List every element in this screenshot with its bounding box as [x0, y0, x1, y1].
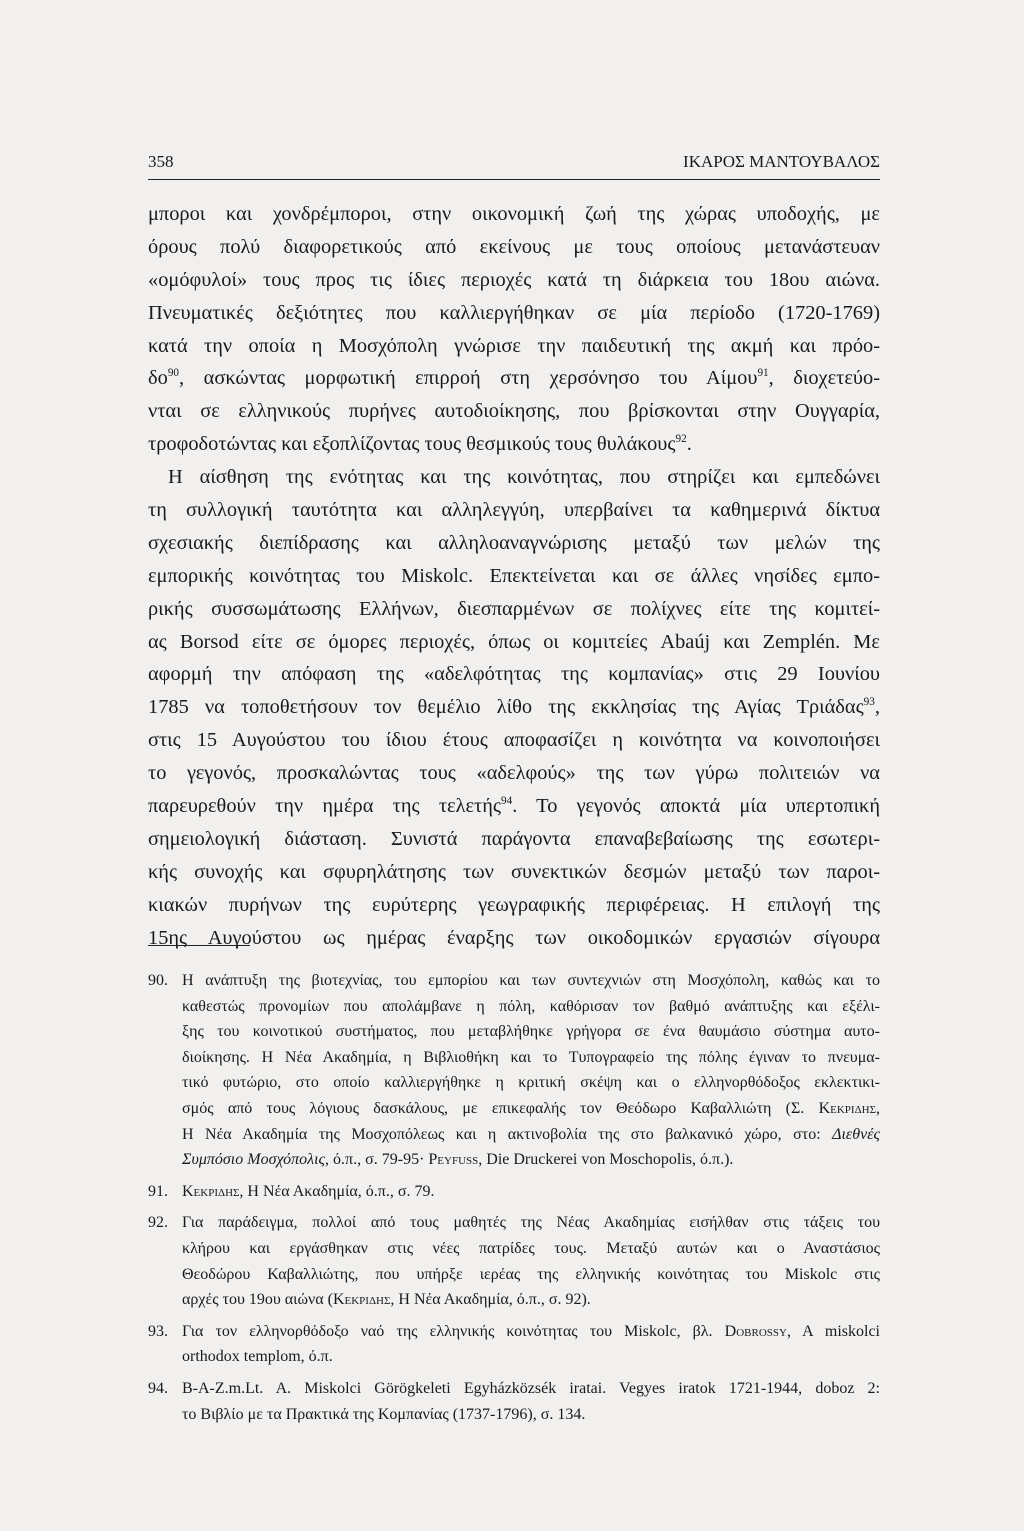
- text-line: το γεγονός, προσκαλώντας τους «αδελφούς» της των γύρω πολιτειών να: [148, 762, 880, 785]
- footnote-text: [182, 1376, 880, 1427]
- footnote-ref-91[interactable]: 91: [757, 367, 769, 380]
- footnote-93: [148, 1319, 880, 1370]
- text-line: νται σε ελληνικούς πυρήνες αυτοδιοίκησης, που βρίσκονται στην Ουγγαρία,: [148, 400, 880, 423]
- text-line: B-A-Z.m.Lt. A. Miskolci Görögkeleti Egyházközsék iratai. Vegyes iratok 1721-1944, doboz 2:: [182, 1379, 880, 1397]
- text-line: Θεοδώρου Καβαλλιώτης, που υπήρξε ιερέας της ελληνικής κοινότητας του Miskolc στις: [182, 1265, 880, 1283]
- text-line: Η αίσθηση της ενότητας και της κοινότητας, που στηρίζει και εμπεδώνει: [168, 466, 880, 489]
- footnote-number: 93.: [148, 1322, 168, 1340]
- text-line: orthodox templom, ό.π.: [182, 1348, 333, 1366]
- text-line: ξης του κοινοτικού συστήματος, που μεταβλήθηκε γρήγορα σε ένα θαυμάσιο σύστημα αυτο-: [182, 1023, 880, 1041]
- text-run: , διοχετεύο-: [768, 367, 881, 390]
- text-run: 1785 να τοποθετήσουν τον θεμέλιο λίθο της εκκλησίας της Αγίας Τριάδας: [148, 696, 864, 719]
- footnote-rule: [148, 945, 250, 946]
- text-line: σχεσιακής διεπίδρασης και αλληλοαναγνώρισης μεταξύ των μελών της: [148, 531, 880, 554]
- main-text: [148, 198, 880, 954]
- text-line: διοίκησης. Η Νέα Ακαδημία, η Βιβλιοθήκη και το Τυπογραφείο της πόλης έγιναν το πνευμα-: [182, 1048, 880, 1066]
- footnote-ref-94[interactable]: 94: [500, 795, 513, 808]
- text-line: [148, 362, 880, 395]
- footnote-92: [148, 1210, 880, 1312]
- running-header: [148, 152, 880, 172]
- author-name: Κεκριδης: [818, 1099, 876, 1117]
- author-name: Peyfuss: [428, 1151, 479, 1169]
- text-line: εμπορικής κοινότητας του Miskolc. Επεκτείνεται και σε άλλες νησίδες εμπο-: [148, 564, 880, 587]
- text-line: Η ανάπτυξη της βιοτεχνίας, του εμπορίου και των συντεχνιών στη Μοσχόπολη, καθώς και το: [182, 972, 880, 989]
- paragraph-1: [148, 198, 880, 461]
- text-line: Πνευματικές δεξιότητες που καλλιεργήθηκαν σε μία περίοδο (1720-1769): [148, 301, 880, 324]
- text-line: ρικής συσσωμάτωσης Ελλήνων, διεσπαρμένων σε πολίχνες είτε της κομιτεί-: [148, 597, 880, 620]
- text-line: όρους πολύ διαφορετικούς από εκείνους με τους οποίους μετανάστευαν: [148, 235, 880, 258]
- running-title: ΙΚΑΡΟΣ ΜΑΝΤΟΥΒΑΛΟΣ: [683, 152, 880, 171]
- text-run: Για τον ελληνορθόδοξο ναό της ελληνικής κοινότητας του Miskolc, βλ.: [182, 1322, 725, 1340]
- text-run: . Το γεγονός αποκτά μία υπερτοπική: [512, 795, 880, 818]
- page-number: 358: [148, 152, 174, 171]
- text-line: [148, 691, 880, 724]
- text-run: τροφοδοτώντας και εξοπλίζοντας τους θεσμικούς τους θυλάκους: [148, 433, 676, 456]
- footnote-text: [182, 1319, 880, 1370]
- text-run: , Die Druckerei von Moschopolis, ό.π.).: [478, 1151, 734, 1169]
- text-run: , Η Νέα Ακαδημία, ό.π., σ. 79.: [239, 1182, 435, 1200]
- text-line: [182, 1147, 880, 1173]
- book-title: Συμπόσιο Μοσχόπολις: [182, 1151, 326, 1169]
- text-run: αρχές του 19ου αιώνα (: [182, 1291, 333, 1309]
- text-line: [148, 790, 880, 823]
- text-line: [182, 1319, 880, 1345]
- text-line: «ομόφυλοί» τους προς τις ίδιες περιοχές κατά τη διάρκεια του 18ου αιώνα.: [148, 268, 880, 291]
- author-name: Κεκριδης: [332, 1291, 391, 1309]
- author-name: Κεκριδης: [182, 1182, 240, 1200]
- text-line: τικό φυτώριο, στο οποίο καλλιεργήθηκε η κριτική σκέψη και ο ελληνορθόδοξος εκλεκτικι-: [182, 1074, 880, 1092]
- text-run: παρευρεθούν την ημέρα της τελετής: [148, 795, 501, 818]
- text-line: μποροι και χονδρέμποροι, στην οικονομική ζωή της χώρας υποδοχής, με: [148, 203, 880, 225]
- footnotes: [148, 968, 880, 1433]
- text-run: , A miskolci: [786, 1322, 880, 1340]
- text-line: [182, 1287, 880, 1313]
- text-line: [182, 1179, 880, 1205]
- footnote-number: 92.: [148, 1214, 168, 1232]
- footnote-91: [148, 1179, 880, 1205]
- text-line: κλήρου και εργάσθηκαν στις νέες πατρίδες τους. Μεταξύ αυτών και ο Αναστάσιος: [182, 1239, 880, 1257]
- footnote-ref-92[interactable]: 92: [675, 433, 687, 446]
- text-run: δο: [148, 367, 168, 390]
- text-run: Η Νέα Ακαδημία της Μοσχοπόλεως και η ακτινοβολία της στο βαλκανικό χώρο, στο:: [182, 1125, 833, 1143]
- book-title: Διεθνές: [832, 1125, 880, 1143]
- text-run: , Η Νέα Ακαδημία, ό.π., σ. 92).: [390, 1291, 591, 1309]
- footnote-ref-90[interactable]: 90: [167, 367, 180, 380]
- text-line: 15ης Αυγούστου ως ημέρας έναρξης των οικοδομικών εργασιών σίγουρα: [148, 926, 880, 949]
- text-run: , ό.π., σ. 79-95·: [325, 1151, 429, 1169]
- text-line: ας Borsod είτε σε όμορες περιοχές, όπως οι κομιτείες Abaúj και Zemplén. Με: [148, 630, 880, 653]
- footnote-94: [148, 1376, 880, 1427]
- text-line: τη συλλογική ταυτότητα και αλληλεγγύη, υπερβαίνει τα καθημερινά δίκτυα: [148, 499, 880, 522]
- footnote-ref-93[interactable]: 93: [863, 696, 875, 709]
- text-line: κής συνοχής και σφυρηλάτησης των συνεκτικών δεσμών μεταξύ των παροι-: [148, 860, 880, 883]
- text-line: [182, 1096, 880, 1122]
- text-run: σμός από τους λόγιους δασκάλους, με επικεφαλής τον Θεόδωρο Καβαλλιώτη (Σ.: [182, 1099, 819, 1117]
- footnote-number: 90.: [148, 972, 168, 989]
- paragraph-2: [148, 461, 880, 954]
- text-line: [148, 428, 880, 461]
- text-run: .: [686, 433, 692, 456]
- footnote-90: [148, 968, 880, 1173]
- footnote-text: [182, 1210, 880, 1312]
- footnote-number: 94.: [148, 1379, 168, 1397]
- text-line: Για παράδειγμα, πολλοί από τους μαθητές της Νέας Ακαδημίας εισήλθαν στις τάξεις του: [182, 1214, 880, 1232]
- text-line: το Βιβλίο με τα Πρακτικά της Κομπανίας (1737-1796), σ. 134.: [182, 1405, 586, 1423]
- footnote-text: [182, 968, 880, 1173]
- text-line: κιακών πυρήνων της ευρύτερης γεωγραφικής περιφέρειας. Η επιλογή της: [148, 893, 880, 916]
- footnote-text: [182, 1179, 880, 1205]
- text-run: ,: [874, 696, 880, 719]
- text-line: [182, 1122, 880, 1148]
- text-run: ,: [876, 1099, 880, 1117]
- text-line: αφορμή την απόφαση της «αδελφότητας της κομπανίας» στις 29 Ιουνίου: [148, 663, 880, 686]
- text-line: σημειολογική διάσταση. Συνιστά παράγοντα επαναβεβαίωσης της εσωτερι-: [148, 827, 880, 850]
- footnote-number: 91.: [148, 1182, 168, 1200]
- text-line: κατά την οποία η Μοσχόπολη γνώρισε την παιδευτική της ακμή και πρόο-: [148, 334, 880, 357]
- author-name: Dobrossy: [724, 1322, 787, 1340]
- text-line: καθεστώς προνομίων που απολάμβανε η πόλη, καθόρισαν τον βαθμό ανάπτυξης και εξέλι-: [182, 997, 880, 1015]
- header-rule: [148, 179, 880, 180]
- text-run: , ασκώντας μορφωτική επιρροή στη χερσόνησο του Αίμου: [179, 367, 758, 390]
- text-line: στις 15 Αυγούστου του ίδιου έτους αποφασίζει η κοινότητα να κοινοποιήσει: [148, 729, 880, 752]
